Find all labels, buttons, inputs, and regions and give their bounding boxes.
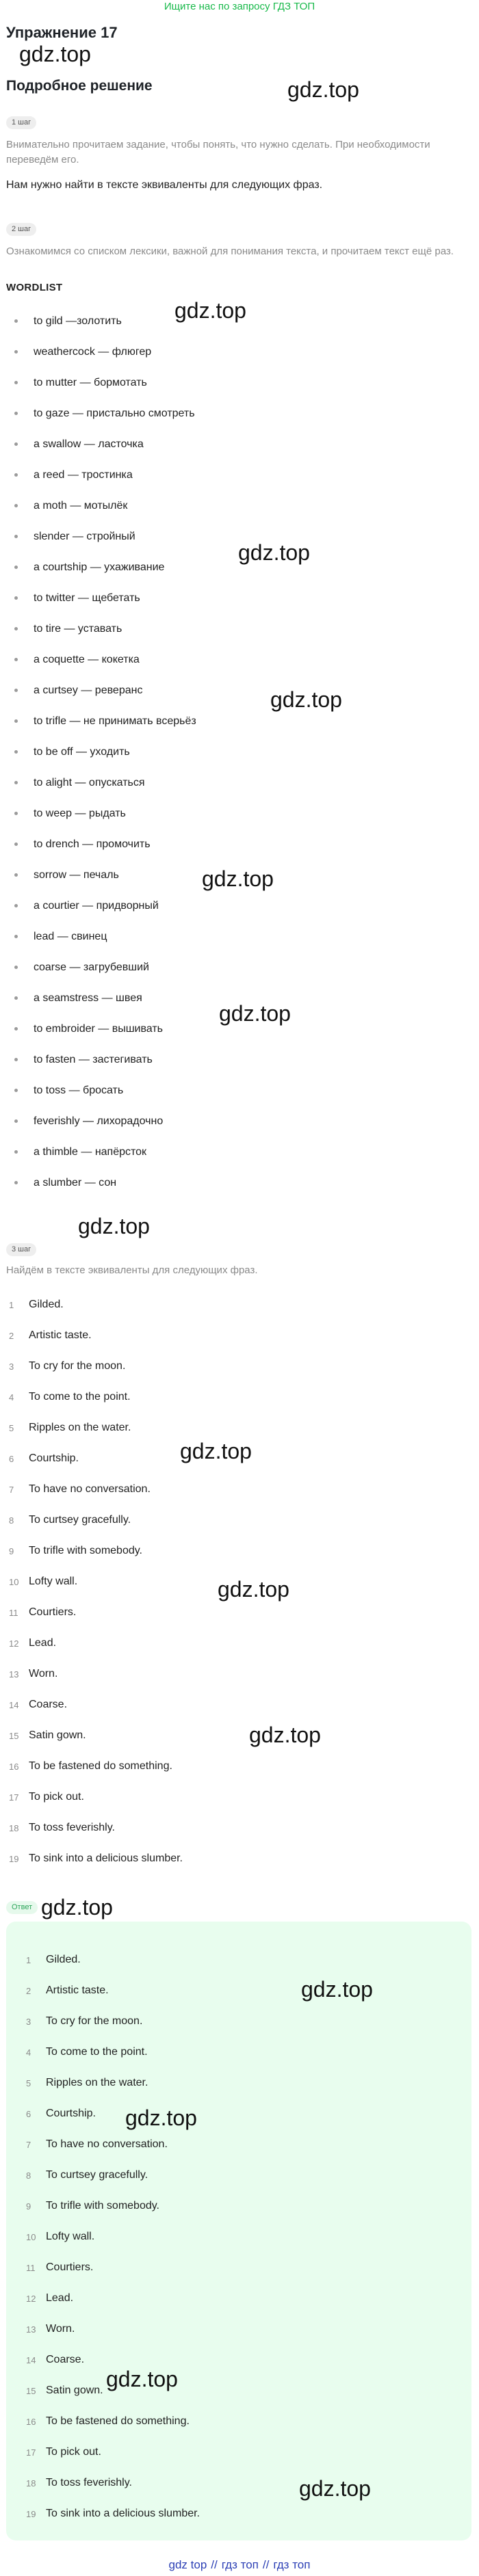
wordlist-item <box>0 468 479 499</box>
item-text: Courtship. <box>46 2108 96 2119</box>
wordlist <box>0 314 479 1206</box>
item-number: 17 <box>9 1792 19 1803</box>
item-number: 6 <box>26 2109 31 2119</box>
footer-links <box>0 2558 479 2573</box>
bullet-icon <box>14 473 18 477</box>
watermark: gdz.top <box>125 2106 197 2130</box>
item-number: 12 <box>26 2294 36 2304</box>
bullet-icon <box>14 1119 18 1123</box>
wordlist-item-text: a thimble — напёрсток <box>34 1146 147 1158</box>
answer-item <box>0 2260 479 2291</box>
item-text: Coarse. <box>46 2354 85 2365</box>
item-text: Courtiers. <box>29 1606 77 1618</box>
wordlist-item-text: to weep — рыдать <box>34 808 126 819</box>
item-text: To toss feverishly. <box>29 1822 115 1833</box>
bullet-icon <box>14 904 18 907</box>
item-number: 1 <box>26 1955 31 1965</box>
wordlist-item <box>0 929 479 960</box>
bullet-icon <box>14 873 18 877</box>
item-text: Gilded. <box>29 1299 64 1310</box>
wordlist-item-text: a coquette — кокетка <box>34 654 140 665</box>
wordlist-item <box>0 960 479 991</box>
item-number: 12 <box>9 1638 19 1649</box>
wordlist-item <box>0 622 479 652</box>
watermark: gdz.top <box>287 77 359 102</box>
wordlist-item-text: a courtship — ухаживание <box>34 561 165 573</box>
answer-item <box>0 2106 479 2137</box>
bullet-icon <box>14 658 18 661</box>
item-text: Courtship. <box>29 1452 79 1464</box>
footer-link[interactable]: гдз топ <box>221 2558 259 2571</box>
bullet-icon <box>14 996 18 1000</box>
item-text: Lofty wall. <box>29 1576 78 1587</box>
item-number: 1 <box>9 1300 14 1310</box>
bullet-icon <box>14 935 18 938</box>
bullet-icon <box>14 842 18 846</box>
item-text: Worn. <box>29 1668 58 1679</box>
bullet-icon <box>14 1089 18 1092</box>
item-text: Satin gown. <box>29 1729 86 1741</box>
bullet-icon <box>14 504 18 507</box>
bullet-icon <box>14 596 18 600</box>
watermark: gdz.top <box>41 1895 113 1920</box>
wordlist-item-text: a curtsey — реверанс <box>34 685 143 696</box>
item-text: To have no conversation. <box>46 2138 168 2150</box>
wordlist-item-text: to be off — уходить <box>34 746 130 758</box>
wordlist-item-text: coarse — загрубевший <box>34 961 149 973</box>
phrase-item <box>0 1790 479 1820</box>
item-number: 19 <box>9 1854 19 1864</box>
bullet-icon <box>14 566 18 569</box>
item-text: To sink into a delicious slumber. <box>46 2508 200 2519</box>
wordlist-item-text: to gild —золотить <box>34 315 122 327</box>
bullet-icon <box>14 781 18 784</box>
item-number: 11 <box>9 1608 18 1618</box>
wordlist-item-text: a moth — мотылёк <box>34 500 128 512</box>
phrase-item <box>0 1482 479 1513</box>
wordlist-item-text: a reed — тростинка <box>34 469 133 481</box>
item-text: To have no conversation. <box>29 1483 151 1495</box>
bullet-icon <box>14 319 18 323</box>
item-text: To pick out. <box>29 1791 84 1803</box>
wordlist-item <box>0 775 479 806</box>
answer-item <box>0 2506 479 2537</box>
wordlist-item-text: a swallow — ласточка <box>34 438 144 450</box>
bullet-icon <box>14 535 18 538</box>
wordlist-item-text: a seamstress — швея <box>34 992 142 1004</box>
item-text: To be fastened do something. <box>29 1760 172 1772</box>
item-number: 3 <box>26 2017 31 2027</box>
wordlist-item <box>0 837 479 868</box>
wordlist-item-text: a slumber — сон <box>34 1177 117 1189</box>
item-text: To curtsey gracefully. <box>29 1514 131 1526</box>
wordlist-item <box>0 652 479 683</box>
bullet-icon <box>14 1181 18 1184</box>
phrase-item <box>0 1513 479 1543</box>
step-3-text: Найдём в тексте эквиваленты для следующих фраз. <box>6 1264 258 1276</box>
item-number: 9 <box>26 2201 31 2212</box>
answer-badge: Ответ <box>6 1901 38 1914</box>
item-number: 2 <box>9 1331 14 1341</box>
wordlist-item-text: to mutter — бормотать <box>34 377 147 388</box>
step-1-task: Нам нужно найти в тексте эквиваленты для следующих фраз. <box>6 179 323 191</box>
phrase-item <box>0 1697 479 1728</box>
wordlist-item-text: to twitter — щебетать <box>34 592 140 604</box>
wordlist-item-text: to embroider — вышивать <box>34 1023 164 1035</box>
wordlist-item <box>0 375 479 406</box>
watermark: gdz.top <box>218 1577 289 1602</box>
wordlist-item <box>0 406 479 437</box>
bullet-icon <box>14 689 18 692</box>
answer-item <box>0 2383 479 2414</box>
watermark: gdz.top <box>301 1977 373 2002</box>
bullet-icon <box>14 812 18 815</box>
bullet-icon <box>14 1058 18 1061</box>
phrase-item <box>0 1636 479 1667</box>
wordlist-item <box>0 1022 479 1052</box>
item-text: To toss feverishly. <box>46 2477 132 2488</box>
wordlist-item-text: weathercock — флюгер <box>34 346 152 358</box>
wordlist-item <box>0 899 479 929</box>
item-text: Ripples on the water. <box>46 2077 148 2088</box>
wordlist-item <box>0 1145 479 1176</box>
watermark: gdz.top <box>219 1001 291 1026</box>
bullet-icon <box>14 350 18 354</box>
answer-item <box>0 2414 479 2445</box>
phrase-item <box>0 1820 479 1851</box>
wordlist-item <box>0 806 479 837</box>
watermark: gdz.top <box>106 2367 178 2391</box>
phrase-item <box>0 1759 479 1790</box>
answer-item <box>0 1983 479 2014</box>
wordlist-item <box>0 499 479 529</box>
watermark: gdz.top <box>249 1723 321 1747</box>
item-number: 4 <box>26 2047 31 2058</box>
bullet-icon <box>14 1150 18 1154</box>
step-2-badge: 2 шаг <box>6 223 36 236</box>
wordlist-item-text: to gaze — пристально смотреть <box>34 408 195 419</box>
footer-link[interactable]: gdz top <box>168 2558 207 2571</box>
item-text: To trifle with somebody. <box>46 2200 159 2212</box>
wordlist-item <box>0 745 479 775</box>
item-number: 5 <box>9 1423 14 1433</box>
item-text: To trifle with somebody. <box>29 1545 142 1556</box>
bullet-icon <box>14 750 18 754</box>
item-text: Lead. <box>29 1637 57 1649</box>
answer-item <box>0 1952 479 1983</box>
item-text: To cry for the moon. <box>46 2015 143 2027</box>
wordlist-item <box>0 591 479 622</box>
item-number: 15 <box>9 1731 19 1741</box>
wordlist-item-text: to drench — промочить <box>34 838 151 850</box>
phrase-item <box>0 1851 479 1882</box>
item-number: 11 <box>26 2263 36 2273</box>
solution-subtitle: Подробное решение <box>6 78 153 94</box>
wordlist-item <box>0 1083 479 1114</box>
item-number: 6 <box>9 1454 14 1464</box>
wordlist-item-text: lead — свинец <box>34 931 107 942</box>
phrase-item <box>0 1543 479 1574</box>
answer-item <box>0 2352 479 2383</box>
item-number: 19 <box>26 2509 36 2519</box>
item-number: 16 <box>26 2417 36 2427</box>
phrase-item <box>0 1728 479 1759</box>
bullet-icon <box>14 719 18 723</box>
phrase-item <box>0 1605 479 1636</box>
item-text: To pick out. <box>46 2446 101 2458</box>
wordlist-item <box>0 437 479 468</box>
item-number: 18 <box>26 2478 36 2488</box>
bullet-icon <box>14 381 18 384</box>
bullet-icon <box>14 1027 18 1031</box>
item-number: 16 <box>9 1762 19 1772</box>
answer-item <box>0 2291 479 2322</box>
item-number: 10 <box>9 1577 19 1587</box>
answer-item <box>0 2199 479 2229</box>
wordlist-title: WORDLIST <box>6 282 63 293</box>
item-text: Courtiers. <box>46 2261 94 2273</box>
answer-item <box>0 2045 479 2075</box>
item-text: To be fastened do something. <box>46 2415 190 2427</box>
item-text: Worn. <box>46 2323 75 2335</box>
answer-item <box>0 2229 479 2260</box>
item-number: 9 <box>9 1546 14 1556</box>
item-text: Gilded. <box>46 1954 81 1965</box>
item-number: 15 <box>26 2386 36 2396</box>
wordlist-item <box>0 1052 479 1083</box>
item-text: Artistic taste. <box>29 1329 92 1341</box>
item-text: To come to the point. <box>29 1391 131 1403</box>
wordlist-item <box>0 1114 479 1145</box>
bullet-icon <box>14 627 18 630</box>
step-2-text: Ознакомимся со списком лексики, важной для понимания текста, и прочитаем текст ещё раз. <box>6 245 454 257</box>
wordlist-item-text: sorrow — печаль <box>34 869 119 881</box>
watermark: gdz.top <box>202 866 274 891</box>
item-number: 5 <box>26 2078 31 2088</box>
item-text: Artistic taste. <box>46 1984 109 1996</box>
wordlist-item-text: to alight — опускаться <box>34 777 145 788</box>
watermark: gdz.top <box>174 298 246 323</box>
wordlist-item-text: feverishly — лихорадочно <box>34 1115 164 1127</box>
item-text: To sink into a delicious slumber. <box>29 1853 183 1864</box>
watermark: gdz.top <box>299 2476 371 2501</box>
item-number: 7 <box>9 1485 14 1495</box>
wordlist-item-text: to trifle — не принимать всерьёз <box>34 715 196 727</box>
item-text: To curtsey gracefully. <box>46 2169 148 2181</box>
wordlist-item <box>0 683 479 714</box>
watermark: gdz.top <box>19 42 91 66</box>
item-text: Satin gown. <box>46 2385 103 2396</box>
answer-item <box>0 2168 479 2199</box>
wordlist-item <box>0 345 479 375</box>
step-1-badge: 1 шаг <box>6 116 36 129</box>
phrase-item <box>0 1297 479 1328</box>
answer-item <box>0 2475 479 2506</box>
item-number: 17 <box>26 2447 36 2458</box>
answer-item <box>0 2014 479 2045</box>
phrase-item <box>0 1359 479 1390</box>
item-text: To cry for the moon. <box>29 1360 126 1372</box>
item-number: 10 <box>26 2232 36 2242</box>
wordlist-item-text: to toss — бросать <box>34 1085 124 1096</box>
step-3-badge: 3 шаг <box>6 1243 36 1256</box>
footer-separator: // <box>262 2558 270 2571</box>
watermark: gdz.top <box>270 687 342 712</box>
item-number: 3 <box>9 1362 14 1372</box>
watermark: gdz.top <box>78 1214 150 1238</box>
item-number: 13 <box>26 2324 36 2335</box>
item-text: Lead. <box>46 2292 74 2304</box>
top-banner[interactable]: Ищите нас по запросу ГДЗ ТОП <box>164 1 315 12</box>
footer-link[interactable]: гдз топ <box>273 2558 311 2571</box>
wordlist-item-text: to fasten — застегивать <box>34 1054 153 1065</box>
wordlist-item-text: to tire — уставать <box>34 623 122 635</box>
page-title: Упражнение 17 <box>6 24 118 41</box>
wordlist-item-text: a courtier — придворный <box>34 900 159 912</box>
item-number: 7 <box>26 2140 31 2150</box>
wordlist-item <box>0 714 479 745</box>
bullet-icon <box>14 442 18 446</box>
item-number: 2 <box>26 1986 31 1996</box>
item-text: Lofty wall. <box>46 2231 95 2242</box>
item-number: 8 <box>26 2170 31 2181</box>
item-text: Ripples on the water. <box>29 1422 131 1433</box>
answer-item <box>0 2445 479 2475</box>
watermark: gdz.top <box>180 1439 252 1463</box>
item-text: To come to the point. <box>46 2046 148 2058</box>
item-number: 18 <box>9 1823 19 1833</box>
answer-list <box>0 1952 479 2537</box>
phrase-item <box>0 1390 479 1420</box>
item-number: 14 <box>9 1700 19 1710</box>
item-number: 13 <box>9 1669 19 1679</box>
item-number: 4 <box>9 1392 14 1403</box>
phrase-item <box>0 1667 479 1697</box>
answer-item <box>0 2137 479 2168</box>
item-text: Coarse. <box>29 1699 68 1710</box>
bullet-icon <box>14 966 18 969</box>
wordlist-item <box>0 1176 479 1206</box>
answer-item <box>0 2322 479 2352</box>
item-number: 8 <box>9 1515 14 1526</box>
footer-separator: // <box>211 2558 218 2571</box>
item-number: 14 <box>26 2355 36 2365</box>
answer-item <box>0 2075 479 2106</box>
watermark: gdz.top <box>238 540 310 565</box>
wordlist-item-text: slender — стройный <box>34 531 135 542</box>
bullet-icon <box>14 412 18 415</box>
phrase-item <box>0 1328 479 1359</box>
step-1-text: Внимательно прочитаем задание, чтобы понять, что нужно сделать. При необходимости переведём его. <box>6 139 430 165</box>
